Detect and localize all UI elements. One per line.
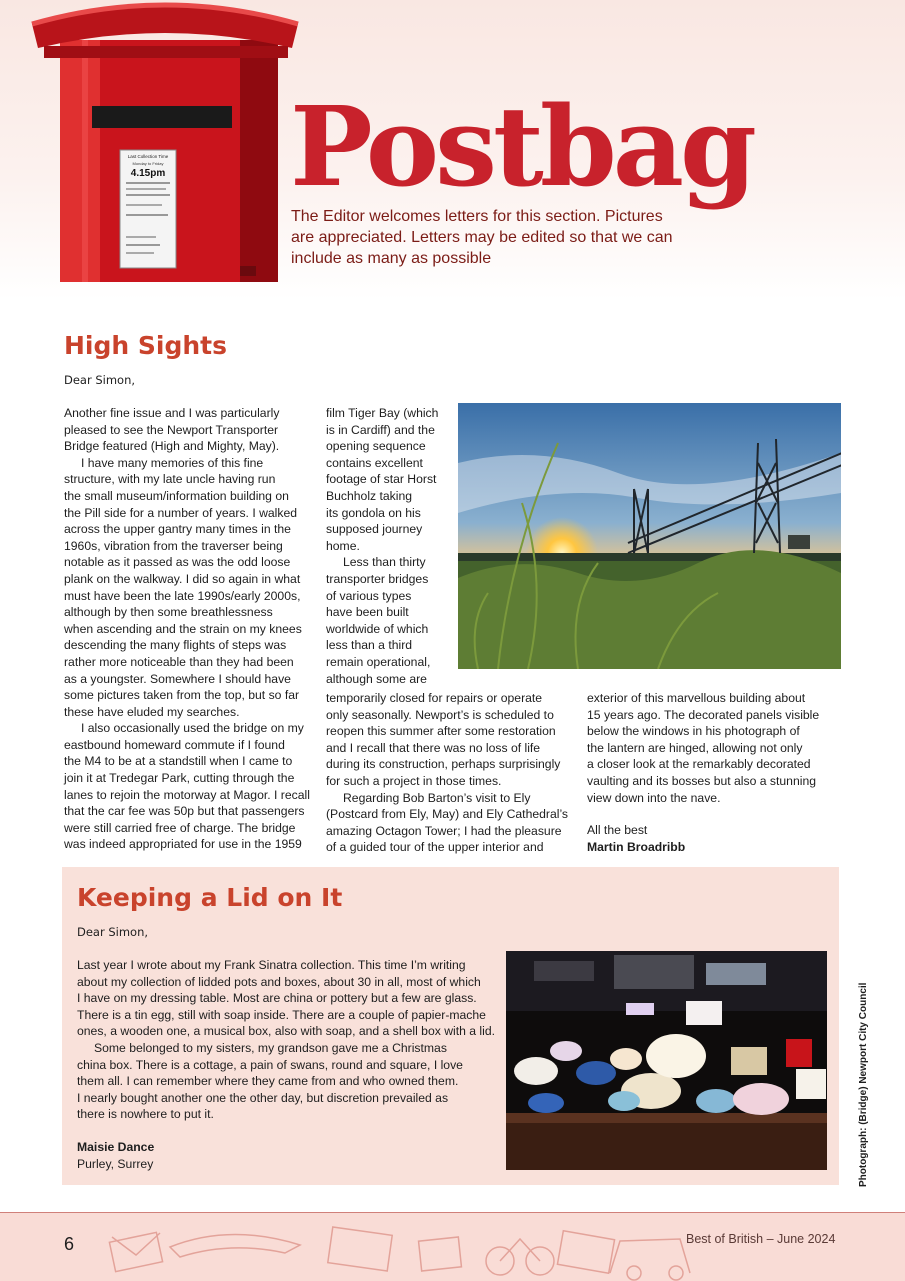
text-line: although some are — [326, 671, 427, 686]
footer-band — [0, 1212, 905, 1281]
text-line: Buchholz taking — [326, 488, 413, 503]
text-line: and I recall that there was no loss of life — [326, 740, 541, 755]
text-line: Bridge featured (High and Mighty, May). — [64, 439, 280, 454]
letter-headline: High Sights — [64, 331, 227, 360]
text-line: rather more noticeable than they had been — [64, 654, 294, 669]
letter1-column2-wide — [326, 690, 568, 856]
text-line: the Pill side for a number of years. I walked — [64, 505, 298, 520]
sign-days: Monday to Friday — [132, 161, 164, 166]
text-line: join it at Tredegar Park, cutting through the — [64, 771, 295, 786]
text-line: when ascending and the strain on my knees — [64, 621, 302, 636]
text-line: of various types — [326, 588, 412, 603]
text-line: There is a tin egg, still with soap inside. There are a couple of papier-mache — [77, 1007, 486, 1022]
footer-illustration — [0, 1213, 905, 1281]
text-line: some pictures taken from the top, but so far — [64, 688, 300, 703]
text-line: home. — [326, 538, 360, 553]
transporter-bridge-photo — [458, 403, 841, 669]
sign-heading: Last Collection Time — [127, 154, 169, 159]
author-name — [77, 1139, 495, 1156]
text-line: was indeed appropriated for use in the 1959 — [64, 837, 302, 852]
text-line: during its construction, perhaps surprisingly — [326, 757, 561, 772]
text-line: have been built — [326, 605, 409, 620]
text-line: reopen this summer after some restoration — [326, 724, 556, 739]
text-line: amazing Octagon Tower; I had the pleasure — [326, 823, 562, 838]
photo-credit: Photograph: (Bridge) Newport City Council — [858, 982, 869, 1187]
text-line: a closer look at the remarkably decorated — [587, 757, 811, 772]
text-line: vaulting and its bosses but also a stunning — [587, 773, 817, 788]
text-line: these have eluded my searches. — [64, 704, 240, 719]
text-line: eastbound homeward commute if I found — [64, 737, 285, 752]
text-line: exterior of this marvellous building about — [587, 691, 806, 705]
text-line: of a guided tour of the upper interior and — [326, 840, 544, 855]
page-number: 6 — [64, 1234, 75, 1254]
text-line: worldwide of which — [326, 621, 429, 636]
text-line: 1960s, vibration from the traverser being — [64, 538, 283, 553]
text-line: I have many memories of this fine — [81, 455, 264, 470]
letter-headline: Keeping a Lid on It — [77, 883, 343, 912]
intro-line: The Editor welcomes letters for this section. Pictures — [291, 208, 663, 225]
text-line: opening sequence — [326, 439, 426, 454]
author-location: Purley, Surrey — [77, 1156, 154, 1171]
text-line: must have been the late 1990s/early 2000s, — [64, 588, 301, 603]
text-line: although by then some breathlessness — [64, 605, 273, 620]
editor-intro — [291, 206, 731, 269]
text-line: (Postcard from Ely, May) and Ely Cathedral’s — [326, 807, 569, 822]
text-line: that the car fee was 50p but that passengers — [64, 804, 305, 819]
text-line: supposed journey — [326, 522, 423, 537]
letter1-column2-narrow — [326, 405, 438, 687]
text-line: below the windows in his photograph of — [587, 724, 800, 739]
text-line: plank on the walkway. I did so again in what — [64, 571, 301, 586]
sign-time: 4.15pm — [130, 168, 166, 179]
text-line: Some belonged to my sisters, my grandson gave me a Christmas — [94, 1040, 447, 1055]
lidded-boxes-photo — [506, 951, 827, 1170]
letter1-column3 — [587, 690, 819, 855]
text-line: about my collection of lidded pots and boxes, about 30 in all, most of which — [77, 974, 481, 989]
text-line: Regarding Bob Barton’s visit to Ely — [343, 790, 531, 805]
text-line: I nearly bought another one the other day, but discretion prevailed as — [77, 1090, 449, 1105]
text-line: pleased to see the Newport Transporter — [64, 422, 279, 437]
issue-line: Best of British – June 2024 — [686, 1232, 836, 1246]
text-line: across the upper gantry many times in the — [64, 522, 291, 537]
text-line: its gondola on his — [326, 505, 421, 520]
text-line: lanes to rejoin the motorway at Magor. I recall — [64, 787, 310, 802]
text-line: Another fine issue and I was particularly — [64, 406, 280, 420]
text-line: film Tiger Bay (which — [326, 406, 439, 420]
text-line: the lantern are hinged, allowing not only — [587, 740, 803, 755]
pillar-box-image — [30, 0, 300, 282]
text-line: is in Cardiff) and the — [326, 422, 435, 437]
text-line: the M4 to be at a standstill when I came to — [64, 754, 293, 769]
text-line: footage of star Horst — [326, 472, 437, 487]
text-line: only seasonally. Newport’s is scheduled to — [326, 707, 554, 722]
intro-line: include as many as possible — [291, 250, 492, 267]
text-line: temporarily closed for repairs or operate — [326, 691, 543, 705]
text-line: china box. There is a cottage, a pain of swans, round and square, I love — [77, 1057, 463, 1072]
letter2-body — [77, 957, 495, 1172]
text-line: for such a project in those times. — [326, 773, 502, 788]
text-line: the small museum/information building on — [64, 488, 289, 503]
text-line: transporter bridges — [326, 571, 429, 586]
letter-salutation: Dear Simon, — [77, 925, 149, 939]
text-line: structure, with my late uncle having run — [64, 472, 276, 487]
text-line: Less than thirty — [343, 555, 426, 570]
author-name — [587, 839, 819, 856]
page-title: Postbag — [290, 82, 753, 211]
text-line: I have on my dressing table. Most are china or pottery but a few are glass. — [77, 991, 477, 1006]
letter-salutation: Dear Simon, — [64, 373, 136, 387]
text-line: as a youngster. Somewhere I should have — [64, 671, 291, 686]
text-line: notable as it passed as was the odd loose — [64, 555, 291, 570]
text-line: remain operational, — [326, 654, 431, 669]
text-line: contains excellent — [326, 455, 423, 470]
letter1-column1 — [64, 405, 310, 853]
author-name-text: Martin Broadribb — [587, 839, 686, 854]
text-line: ones, a wooden one, a musical box, also with soap, and a shell box with a lid. — [77, 1024, 496, 1039]
text-line: there is nowhere to put it. — [77, 1107, 214, 1122]
text-line: Last year I wrote about my Frank Sinatra collection. This time I’m writing — [77, 958, 466, 972]
text-line: were still carried free of charge. The bridge — [64, 820, 296, 835]
text-line: 15 years ago. The decorated panels visible — [587, 707, 820, 722]
intro-line: are appreciated. Letters may be edited so that we can — [291, 229, 673, 246]
text-line: descending the many flights of steps was — [64, 638, 287, 653]
signoff: All the best — [587, 823, 648, 838]
author-name-text: Maisie Dance — [77, 1139, 155, 1154]
text-line: I also occasionally used the bridge on my — [81, 721, 304, 736]
text-line: view down into the nave. — [587, 790, 721, 805]
text-line: them all. I can remember where they came from and who owned them. — [77, 1074, 459, 1089]
text-line: less than a third — [326, 638, 413, 653]
